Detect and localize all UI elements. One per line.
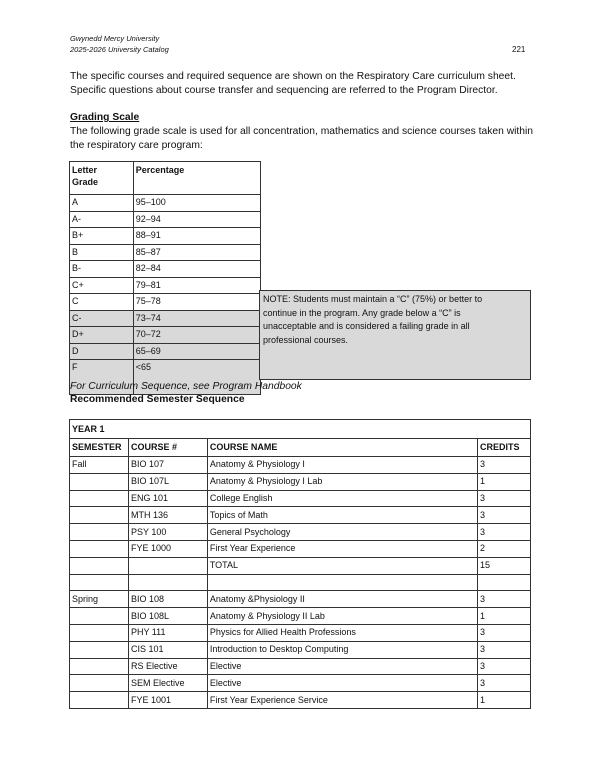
percentage-header: Percentage xyxy=(133,162,260,195)
letter-grade-cell: B- xyxy=(70,261,134,278)
semester-cell xyxy=(70,473,129,490)
credits-cell xyxy=(478,574,531,591)
course-row xyxy=(70,473,531,490)
letter-grade-cell: B+ xyxy=(70,228,134,245)
letter-grade-header: Letter Grade xyxy=(70,162,134,195)
semester-cell: Spring xyxy=(70,591,129,608)
credits-cell: 2 xyxy=(478,540,531,557)
percentage-cell: 92–94 xyxy=(133,211,260,228)
course-name-cell: Physics for Allied Health Professions xyxy=(207,624,477,641)
course-name-cell: TOTAL xyxy=(207,557,477,574)
course-number-cell xyxy=(128,574,207,591)
course-name-cell: First Year Experience Service xyxy=(207,692,477,709)
grade-row xyxy=(70,228,261,245)
course-number-cell: BIO 108L xyxy=(128,608,207,625)
grading-note: NOTE: Students must maintain a “C” (75%) or better to continue in the program. Any grade below a “C” is unacceptable and is considered a failing grade in all professional courses. xyxy=(259,290,531,380)
course-row xyxy=(70,658,531,675)
letter-grade-cell: C+ xyxy=(70,277,134,294)
grade-scale-table xyxy=(69,161,261,395)
semester-cell xyxy=(70,557,129,574)
course-row xyxy=(70,574,531,591)
course-number-cell: ENG 101 xyxy=(128,490,207,507)
percentage-cell: <65 xyxy=(133,360,260,395)
course-number-cell: MTH 136 xyxy=(128,507,207,524)
curriculum-note: For Curriculum Sequence, see Program Handbook xyxy=(70,381,302,392)
credits-cell: 15 xyxy=(478,557,531,574)
course-number-cell: PHY 111 xyxy=(128,624,207,641)
credits-header: CREDITS xyxy=(478,439,531,457)
credits-cell: 3 xyxy=(478,591,531,608)
course-number-cell: SEM Elective xyxy=(128,675,207,692)
grade-row xyxy=(70,327,261,344)
semester-cell xyxy=(70,507,129,524)
percentage-cell: 88–91 xyxy=(133,228,260,245)
column-header-row xyxy=(70,439,531,457)
letter-grade-cell: A- xyxy=(70,211,134,228)
course-row xyxy=(70,641,531,658)
course-name-cell xyxy=(207,574,477,591)
course-number-cell: CIS 101 xyxy=(128,641,207,658)
semester-cell xyxy=(70,524,129,541)
grading-desc-line-1: The following grade scale is used for all concentration, mathematics and science courses taken within xyxy=(70,126,534,137)
grade-row xyxy=(70,343,261,360)
letter-grade-cell: D+ xyxy=(70,327,134,344)
semester-cell xyxy=(70,658,129,675)
credits-cell: 3 xyxy=(478,641,531,658)
letter-grade-cell: C- xyxy=(70,310,134,327)
year-1-table xyxy=(69,419,531,709)
semester-cell xyxy=(70,641,129,658)
semester-cell xyxy=(70,692,129,709)
credits-cell: 1 xyxy=(478,692,531,709)
percentage-cell: 82–84 xyxy=(133,261,260,278)
course-row xyxy=(70,591,531,608)
sequence-heading: Recommended Semester Sequence xyxy=(70,394,245,405)
course-name-cell: Anatomy &Physiology II xyxy=(207,591,477,608)
course-row xyxy=(70,608,531,625)
percentage-cell: 65–69 xyxy=(133,343,260,360)
course-name-cell: Anatomy & Physiology I xyxy=(207,457,477,474)
letter-grade-cell: B xyxy=(70,244,134,261)
percentage-cell: 79–81 xyxy=(133,277,260,294)
course-row xyxy=(70,540,531,557)
course-number-cell: PSY 100 xyxy=(128,524,207,541)
course-name-cell: Elective xyxy=(207,675,477,692)
course-row xyxy=(70,507,531,524)
semester-cell xyxy=(70,490,129,507)
letter-grade-cell: D xyxy=(70,343,134,360)
credits-cell: 3 xyxy=(478,490,531,507)
grade-table-header xyxy=(70,162,261,195)
course-name-header: COURSE NAME xyxy=(207,439,477,457)
institution-name: Gwynedd Mercy University xyxy=(70,34,160,43)
course-row xyxy=(70,557,531,574)
course-number-cell xyxy=(128,557,207,574)
course-name-cell: First Year Experience xyxy=(207,540,477,557)
course-number-header: COURSE # xyxy=(128,439,207,457)
letter-grade-cell: F xyxy=(70,360,134,395)
percentage-cell: 75–78 xyxy=(133,294,260,311)
course-number-cell: FYE 1001 xyxy=(128,692,207,709)
course-number-cell: FYE 1000 xyxy=(128,540,207,557)
course-name-cell: General Psychology xyxy=(207,524,477,541)
course-name-cell: College English xyxy=(207,490,477,507)
grading-desc-line-2: the respiratory care program: xyxy=(70,140,203,151)
semester-cell xyxy=(70,608,129,625)
course-number-cell: BIO 108 xyxy=(128,591,207,608)
course-row xyxy=(70,624,531,641)
catalog-title: 2025-2026 University Catalog xyxy=(70,45,169,54)
course-row xyxy=(70,675,531,692)
grade-row xyxy=(70,294,261,311)
percentage-cell: 73–74 xyxy=(133,310,260,327)
letter-grade-cell: A xyxy=(70,195,134,212)
course-name-cell: Anatomy & Physiology I Lab xyxy=(207,473,477,490)
grade-row xyxy=(70,310,261,327)
percentage-cell: 70–72 xyxy=(133,327,260,344)
semester-cell xyxy=(70,675,129,692)
intro-line-2: Specific questions about course transfer and sequencing are referred to the Program Director. xyxy=(70,85,498,96)
course-row xyxy=(70,457,531,474)
grade-row xyxy=(70,211,261,228)
grade-row xyxy=(70,261,261,278)
course-name-cell: Elective xyxy=(207,658,477,675)
credits-cell: 3 xyxy=(478,524,531,541)
year-label: YEAR 1 xyxy=(70,420,531,439)
semester-cell: Fall xyxy=(70,457,129,474)
course-number-cell: BIO 107L xyxy=(128,473,207,490)
credits-cell: 3 xyxy=(478,675,531,692)
semester-cell xyxy=(70,624,129,641)
semester-header: SEMESTER xyxy=(70,439,129,457)
credits-cell: 1 xyxy=(478,608,531,625)
course-name-cell: Topics of Math xyxy=(207,507,477,524)
course-row xyxy=(70,490,531,507)
credits-cell: 1 xyxy=(478,473,531,490)
grade-row xyxy=(70,195,261,212)
intro-line-1: The specific courses and required sequence are shown on the Respiratory Care curriculum sheet. xyxy=(70,71,516,82)
grade-row xyxy=(70,277,261,294)
semester-cell xyxy=(70,540,129,557)
grading-scale-heading: Grading Scale xyxy=(70,112,140,123)
course-name-cell: Anatomy & Physiology II Lab xyxy=(207,608,477,625)
course-number-cell: BIO 107 xyxy=(128,457,207,474)
course-name-cell: Introduction to Desktop Computing xyxy=(207,641,477,658)
credits-cell: 3 xyxy=(478,507,531,524)
year-row xyxy=(70,420,531,439)
grade-row xyxy=(70,244,261,261)
percentage-cell: 95–100 xyxy=(133,195,260,212)
credits-cell: 3 xyxy=(478,624,531,641)
letter-grade-cell: C xyxy=(70,294,134,311)
course-row xyxy=(70,524,531,541)
course-number-cell: RS Elective xyxy=(128,658,207,675)
credits-cell: 3 xyxy=(478,457,531,474)
percentage-cell: 85–87 xyxy=(133,244,260,261)
page-number: 221 xyxy=(512,45,526,54)
credits-cell: 3 xyxy=(478,658,531,675)
course-row xyxy=(70,692,531,709)
semester-cell xyxy=(70,574,129,591)
